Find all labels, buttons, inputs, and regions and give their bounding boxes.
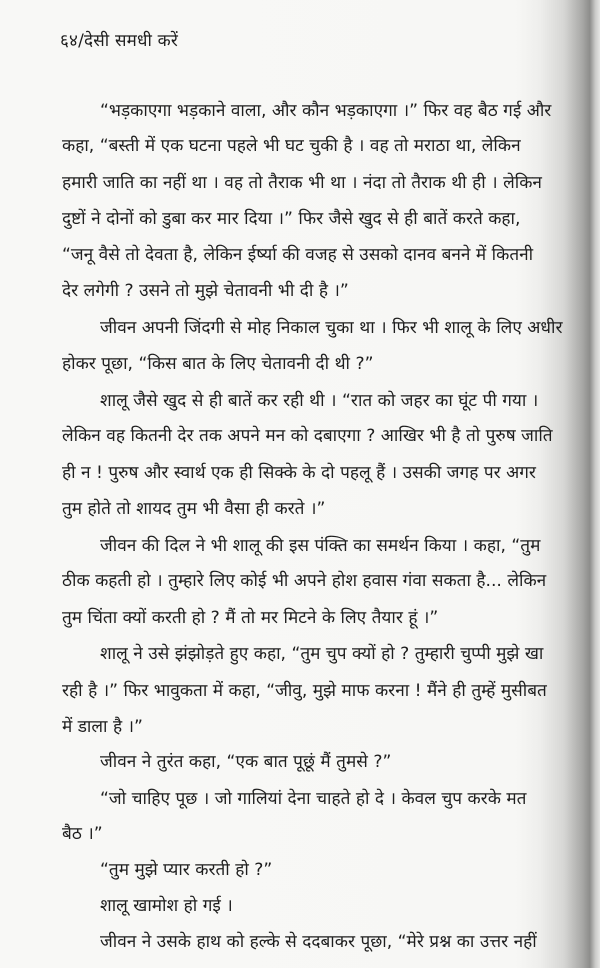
text-line: “जो चाहिए पूछ । जो गालियां देना चाहते हो दे । केवल चुप करके मत	[100, 789, 527, 809]
text-line: तुम चिंता क्यों करती हो ? मैं तो मर मिटने के लिए तैयार हूं ।”	[62, 608, 439, 628]
text-line: “तुम मुझे प्यार करती हो ?”	[100, 860, 273, 880]
text-line: में डाला है ।”	[62, 717, 143, 737]
text-line: ही न ! पुरुष और स्वार्थ एक ही सिक्के के दो पहलू हैं । उसकी जगह पर अगर	[62, 463, 536, 483]
book-title: देसी समधी करें	[84, 31, 179, 51]
text-line: जीवन की दिल ने भी शालू की इस पंक्ति का समर्थन किया । कहा, “तुम	[100, 536, 541, 556]
text-line: लेकिन वह कितनी देर तक अपने मन को दबाएगा ? आखिर भी है तो पुरुष जाति	[62, 426, 553, 446]
text-line: कहा, “बस्ती में एक घटना पहले भी घट चुकी है । वह तो मराठा था, लेकिन	[62, 136, 521, 156]
text-line: “भड़काएगा भड़काने वाला, और कौन भड़काएगा ।” फिर वह बैठ गई और	[100, 101, 552, 121]
text-line: हमारी जाति का नहीं था । वह तो तैराक भी था । नंदा तो तैराक थी ही । लेकिन	[62, 173, 542, 193]
text-line: जीवन अपनी जिंदगी से मोह निकाल चुका था । फिर भी शालू के लिए अधीर	[100, 318, 563, 338]
text-line: जीवन ने तुरंत कहा, “एक बात पूछूं मैं तुमसे ?”	[100, 752, 392, 772]
text-line: होकर पूछा, “किस बात के लिए चेतावनी दी थी ?”	[62, 354, 374, 374]
text-line: ठीक कहती हो । तुम्हारे लिए कोई भी अपने होश हवास गंवा सकता है... लेकिन	[62, 571, 547, 591]
text-line: “जनू वैसे तो देवता है, लेकिन ईर्ष्या की वजह से उसको दानव बनने में कितनी	[62, 245, 534, 265]
text-line: शालू ने उसे झंझोड़ते हुए कहा, “तुम चुप क्यों हो ? तुम्हारी चुप्पी मुझे खा	[100, 644, 544, 664]
text-line: शालू खामोश हो गई ।	[100, 896, 233, 916]
text-line: बैठ ।”	[62, 824, 103, 844]
running-header	[60, 28, 178, 51]
text-line: देर लगेगी ? उसने तो मुझे चेतावनी भी दी है ।”	[62, 281, 349, 301]
text-line: रही है ।” फिर भावुकता में कहा, “जीवु, मुझे माफ करना ! मैंने ही तुम्हें मुसीबत	[62, 681, 547, 701]
text-line: जीवन ने उसके हाथ को हल्के से ददबाकर पूछा, “मेरे प्रश्न का उत्तर नहीं	[100, 932, 537, 952]
page-number: ६४	[60, 31, 79, 51]
text-line: शालू जैसे खुद से ही बातें कर रही थी । “रात को जहर का घूंट पी गया ।	[100, 391, 539, 411]
text-line: तुम होते तो शायद तुम भी वैसा ही करते ।”	[62, 499, 326, 519]
text-line: दुष्टों ने दोनों को डुबा कर मार दिया ।” फिर जैसे खुद से ही बातें करते कहा,	[62, 209, 521, 229]
header-separator: /	[78, 31, 85, 51]
